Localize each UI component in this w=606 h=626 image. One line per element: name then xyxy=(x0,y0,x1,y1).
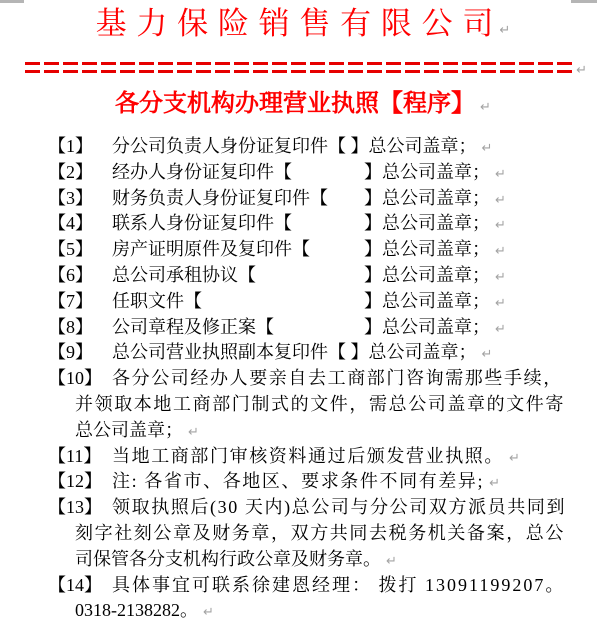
paragraph-mark-icon: ↵ xyxy=(203,605,214,621)
paragraph-mark-icon: ↵ xyxy=(480,100,491,115)
paragraph-mark-icon: ↵ xyxy=(576,63,587,78)
item-text: 总公司承租协议【 】总公司盖章； xyxy=(112,264,490,285)
item-text: 联系人身份证复印件【 】总公司盖章； xyxy=(112,213,490,234)
item-text: 司保管各分支机构行政公章及财务章。 xyxy=(75,548,381,569)
paragraph-mark-icon: ↵ xyxy=(495,269,506,285)
item-number: 【10】 xyxy=(48,368,102,389)
item-number: 【2】 xyxy=(48,161,93,182)
item-text: 公司章程及修正案【 】总公司盖章； xyxy=(112,316,490,337)
item-number: 【6】 xyxy=(48,264,93,285)
double-line-divider xyxy=(25,62,575,73)
list-item-14 xyxy=(0,573,606,599)
section-heading: 各分支机构办理营业执照【程序】 xyxy=(115,91,476,117)
margin-mark-top-left-icon xyxy=(0,0,24,3)
item-text: 具体事宜可联系徐建恩经理： 拨打 13091199207。 xyxy=(112,574,566,595)
item-number: 【9】 xyxy=(48,342,93,363)
item-text: 总公司盖章； xyxy=(75,419,183,440)
item-number: 【3】 xyxy=(48,187,93,208)
item-text: 并领取本地工商部门制式的文件，需总公司盖章的文件寄 xyxy=(75,393,565,414)
item-number: 【13】 xyxy=(48,497,102,518)
item-text: 分公司负责人身份证复印件【 】总公司盖章； xyxy=(112,136,477,156)
item-text: 任职文件【 】总公司盖章； xyxy=(112,290,490,311)
list-item-1 xyxy=(0,134,606,160)
item-number: 【8】 xyxy=(48,316,93,337)
list-item-14-line-2 xyxy=(0,598,606,624)
item-text: 注: 各省市、各地区、要求条件不同有差异; xyxy=(112,471,485,492)
title-row xyxy=(0,0,606,49)
paragraph-mark-icon: ↵ xyxy=(495,218,506,234)
item-text: 领取执照后(30 天内)总公司与分公司双方派员共同到 xyxy=(112,497,567,518)
list-item-9 xyxy=(0,340,606,366)
item-number: 【1】 xyxy=(48,136,93,156)
item-number: 【4】 xyxy=(48,213,93,234)
list-item-4 xyxy=(0,211,606,237)
divider-row xyxy=(25,62,587,78)
list-item-13 xyxy=(0,495,606,521)
paragraph-mark-icon: ↵ xyxy=(386,553,397,569)
item-text: 财务负责人身份证复印件【 】总公司盖章； xyxy=(112,187,490,208)
paragraph-mark-icon: ↵ xyxy=(495,295,506,311)
item-text: 0318-2138282。 xyxy=(75,600,198,621)
list-item-10-line-2 xyxy=(0,392,606,418)
list-item-13-line-2 xyxy=(0,521,606,547)
list-item-10 xyxy=(0,366,606,392)
paragraph-mark-icon: ↵ xyxy=(495,244,506,260)
list-item-3 xyxy=(0,186,606,212)
list-item-8 xyxy=(0,315,606,341)
list-item-2 xyxy=(0,160,606,186)
paragraph-mark-icon: ↵ xyxy=(481,141,493,156)
item-text: 刻字社刻公章及财务章，双方共同去税务机关备案，总公 xyxy=(75,522,565,543)
paragraph-mark-icon: ↵ xyxy=(509,450,520,466)
list-item-10-line-3 xyxy=(0,418,606,444)
paragraph-mark-icon: ↵ xyxy=(495,192,506,208)
item-number: 【5】 xyxy=(48,239,93,260)
margin-mark-top-right-icon xyxy=(571,0,597,3)
item-text: 房产证明原件及复印件【 】总公司盖章； xyxy=(112,239,490,260)
list-item-6 xyxy=(0,263,606,289)
list-item-12 xyxy=(0,469,606,495)
item-text: 经办人身份证复印件【 】总公司盖章； xyxy=(112,161,490,182)
list-item-5 xyxy=(0,237,606,263)
paragraph-mark-icon: ↵ xyxy=(188,424,199,440)
paragraph-mark-icon: ↵ xyxy=(495,321,506,337)
paragraph-mark-icon: ↵ xyxy=(499,23,511,38)
item-text: 总公司营业执照副本复印件【 】总公司盖章； xyxy=(112,342,477,363)
paragraph-mark-icon: ↵ xyxy=(481,347,493,363)
item-text: 各分公司经办人要亲自去工商部门咨询需那些手续， xyxy=(112,368,563,389)
item-number: 【14】 xyxy=(48,574,102,595)
paragraph-mark-icon: ↵ xyxy=(495,166,506,182)
list-item-11 xyxy=(0,444,606,470)
procedure-list xyxy=(0,134,606,624)
item-text: 当地工商部门审核资料通过后颁发营业执照。 xyxy=(112,445,504,466)
paragraph-mark-icon: ↵ xyxy=(489,476,501,492)
list-item-13-line-3 xyxy=(0,547,606,573)
list-item-7 xyxy=(0,289,606,315)
heading-row xyxy=(0,88,606,124)
item-number: 【11】 xyxy=(48,445,102,466)
page-title: 基 力 保 险 销 售 有 限 公 司 xyxy=(95,6,495,41)
item-number: 【7】 xyxy=(48,290,93,311)
item-number: 【12】 xyxy=(48,471,102,492)
